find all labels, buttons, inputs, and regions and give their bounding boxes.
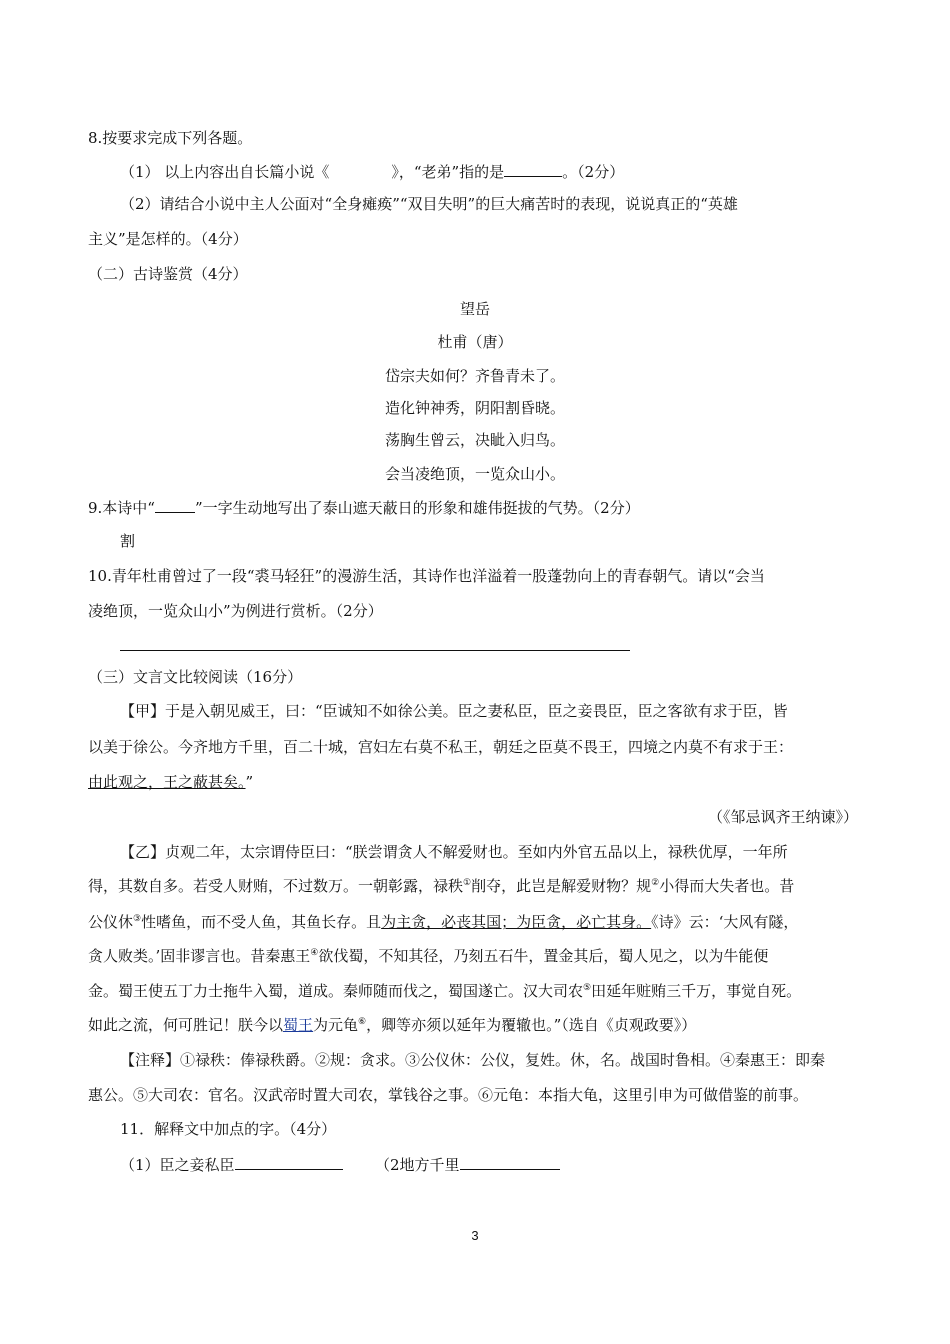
note-mark-1: ① [463, 878, 472, 888]
poem-author: 杜甫（唐） [437, 333, 513, 351]
jia-line-1: 【甲】于是入朝见威王，曰：“臣诚知不如徐公美。臣之妻私臣，臣之妾畏臣，臣之客欲有求于臣，皆 [120, 702, 788, 720]
yi-line-2 [88, 876, 794, 896]
yi-line-1: 【乙】贞观二年，太宗谓侍臣曰：“朕尝谓贪人不解爱财也。至如内外官五品以上，禄秩优厚，一年所 [120, 843, 788, 861]
q8-part2-line2: 主义”是怎样的。（4分） [88, 230, 248, 248]
jia-source: （《邹忌讽齐王纳谏》） [707, 808, 858, 826]
yi-line-4 [88, 946, 768, 966]
q9-question [88, 497, 640, 518]
yi-line-6 [88, 1015, 696, 1035]
yi-line-5 [88, 981, 801, 1001]
yi-line6-text-a: 如此之流，何可胜记！朕今以 [88, 1016, 284, 1034]
poem-line-2: 造化钟神秀，阴阳割昏晓。 [384, 399, 565, 417]
poem-line-3: 荡胸生曾云，决眦入归鸟。 [384, 431, 565, 449]
q11-item-2 [375, 1154, 560, 1175]
q11-title: 11．解释文中加点的字。（4分） [120, 1120, 337, 1138]
q11-item2-label: （2地方千里 [375, 1156, 460, 1174]
page-number: 3 [471, 1228, 479, 1243]
poem-title: 望岳 [459, 300, 490, 318]
notes-line-2: 惠公。⑤大司农：官名。汉武帝时置大司农，掌钱谷之事。⑥元龟：本指大龟，这里引申为可做借鉴的前事。 [88, 1086, 809, 1104]
q9-text-a: 9.本诗中“ [88, 499, 155, 517]
yi-underlined-sentence: 为主贪，必丧其国；为臣贪，必亡其身。 [381, 913, 652, 931]
yi-line4-text-b: 欲伐蜀，不知其径，乃刻五石牛，置金其后，蜀人见之，以为牛能便 [318, 947, 769, 965]
note-mark-6: ⑥ [358, 1017, 367, 1027]
q10-answer-line[interactable] [120, 650, 630, 651]
q9-answer: 割 [120, 532, 136, 550]
q8-part1-text-a: （1） 以上内容出自长篇小说《 [120, 163, 330, 181]
note-mark-3: ③ [133, 914, 142, 924]
yi-line4-text-a: 贪人败类。’固非谬言也。昔秦惠王 [88, 947, 311, 965]
shu-wang-link[interactable]: 蜀王 [283, 1016, 314, 1034]
yi-line-3 [88, 912, 798, 932]
section2-heading: （二）古诗鉴赏（4分） [88, 265, 248, 283]
q11-item2-blank[interactable] [460, 1154, 560, 1170]
q9-answer-blank[interactable] [155, 497, 195, 513]
q8-part1 [120, 161, 624, 182]
yi-line5-text-b: 田延年赃贿三千万，事觉自死。 [591, 982, 802, 1000]
jia-line-2: 以美于徐公。今齐地方千里，百二十城，宫妇左右莫不私王，朝廷之臣莫不畏王，四境之内莫不有求于王： [88, 738, 794, 756]
yi-line6-text-c: ，卿等亦须以延年为覆辙也。”（选自《贞观政要》） [366, 1016, 697, 1034]
q11-item-1 [120, 1154, 343, 1175]
q8-part1-text-c: 。（2分） [562, 163, 625, 181]
q8-part1-text-b: 》，“老弟”指的是 [391, 163, 505, 181]
q8-title: 8.按要求完成下列各题。 [88, 129, 253, 147]
poem-line-1: 岱宗夫如何？齐鲁青未了。 [384, 367, 565, 385]
note-mark-5: ⑤ [583, 983, 592, 993]
q10-line1: 10.青年杜甫曾过了一段“裘马轻狂”的漫游生活，其诗作也洋溢着一股蓬勃向上的青春朝气。请以“会当 [88, 567, 765, 585]
yi-line2-text-a: 得，其数自多。若受人财贿，不过数万。一朝彰露，禄秩 [88, 877, 464, 895]
yi-line5-text-a: 金。蜀王使五丁力士拖牛入蜀，道成。秦师随而伐之，蜀国遂亡。汉大司农 [88, 982, 584, 1000]
poem-line-4: 会当凌绝顶，一览众山小。 [384, 465, 565, 483]
yi-line3-text-b: 性嗜鱼，而不受人鱼，其鱼长存。且 [141, 913, 382, 931]
yi-line2-text-b: 削夺，此岂是解爱财物？规 [471, 877, 652, 895]
q11-item1-blank[interactable] [235, 1154, 343, 1170]
jia-closing-quote: ” [245, 773, 254, 791]
q8-part2-line1: （2）请结合小说中主人公面对“全身瘫痪”“双目失明”的巨大痛苦时的表现，说说真正的“英雄 [120, 195, 738, 213]
jia-underlined-sentence: 由此观之，王之蔽甚矣。 [88, 773, 246, 791]
section3-heading: （三）文言文比较阅读（16分） [88, 668, 303, 686]
notes-line-1: 【注释】①禄秩：俸禄秩爵。②规：贪求。③公仪休：公仪，复姓。休，名。战国时鲁相。④秦惠王：即秦 [120, 1051, 826, 1069]
note-mark-4: ④ [310, 948, 319, 958]
q11-item1-label: （1）臣之妾私臣 [120, 1156, 235, 1174]
yi-line3-text-c: 《诗》云：‘大风有隧， [651, 913, 799, 931]
yi-line2-text-c: 小得而大失者也。昔 [659, 877, 795, 895]
jia-line-3 [88, 772, 253, 792]
q10-line2: 凌绝顶，一览众山小”为例进行赏析。（2分） [88, 602, 383, 620]
q9-text-b: ”一字生动地写出了泰山遮天蔽日的形象和雄伟挺拔的气势。（2分） [194, 499, 640, 517]
yi-line6-text-b: 为元龟 [313, 1016, 359, 1034]
yi-line3-text-a: 公仪休 [88, 913, 134, 931]
note-mark-2: ② [651, 878, 660, 888]
q8-answer-blank[interactable] [504, 161, 562, 177]
